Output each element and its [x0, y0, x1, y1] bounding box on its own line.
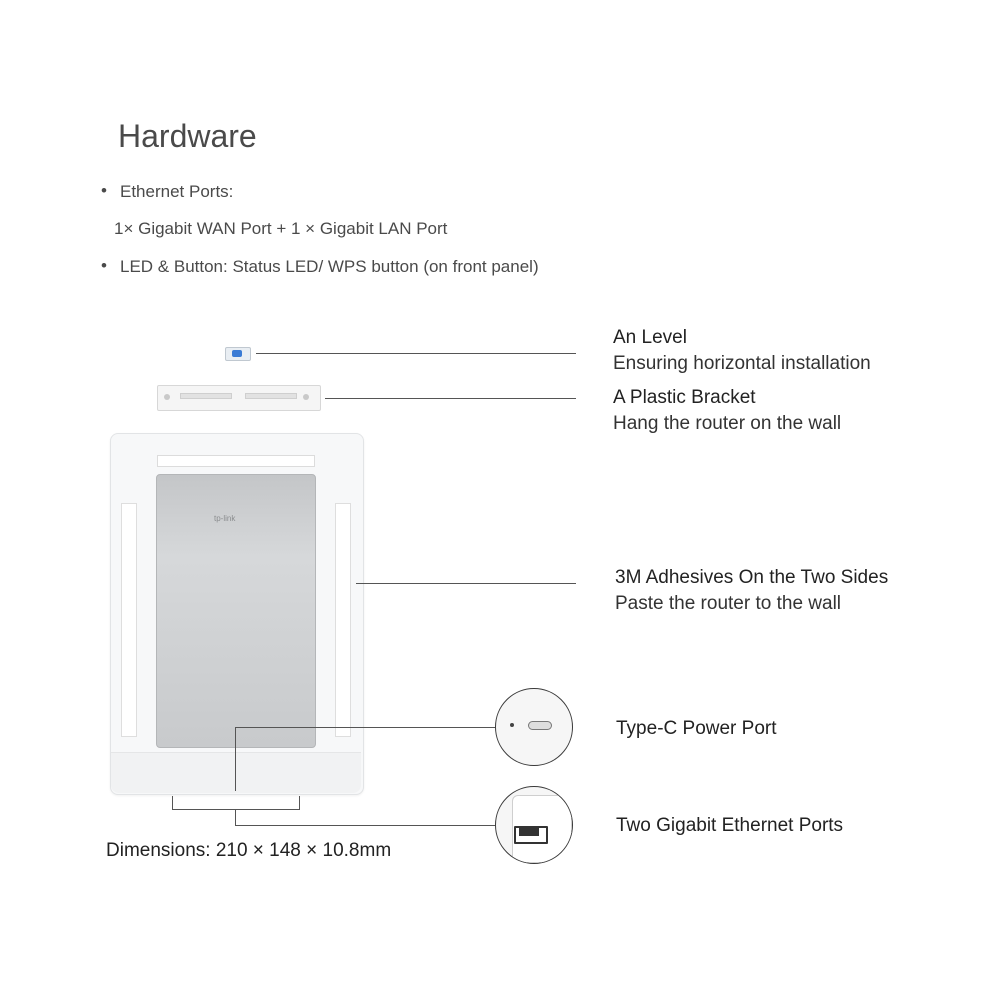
bracket-leader-line [325, 398, 576, 399]
typec-port-icon [528, 721, 552, 730]
page-title: Hardware [118, 118, 257, 154]
spec-ethernet-value: 1× Gigabit WAN Port + 1 × Gigabit LAN Port [114, 219, 448, 238]
bracket-screw-hole [164, 394, 170, 400]
ethernet-leader-line [235, 825, 495, 826]
typec-title: Type-C Power Port [616, 718, 777, 739]
bullet-ethernet: • [101, 181, 107, 200]
wall-plate-bottom [111, 752, 361, 793]
ports-bracket-right [299, 796, 300, 810]
typec-zoom-circle [495, 688, 573, 766]
status-led-dot [510, 723, 514, 727]
bracket-screw-hole [303, 394, 309, 400]
bracket-slot [180, 393, 232, 399]
bracket-title: A Plastic Bracket [613, 387, 756, 408]
bullet-led: • [101, 256, 107, 275]
ethernet-port-contacts [519, 828, 539, 836]
adhesive-strip-left [121, 503, 137, 737]
router-body [156, 474, 316, 748]
ports-bracket-bottom [172, 809, 300, 810]
level-leader-line [256, 353, 576, 354]
level-bubble [232, 350, 242, 357]
ethernet-zoom-circle [495, 786, 573, 864]
tp-link-logo: tp-link [214, 514, 236, 523]
level-title: An Level [613, 327, 687, 348]
bracket-subtitle: Hang the router on the wall [613, 413, 842, 434]
adhesives-subtitle: Paste the router to the wall [615, 593, 842, 614]
dimensions-text: Dimensions: 210 × 148 × 10.8mm [106, 840, 392, 861]
typec-leader-vertical [235, 727, 236, 791]
ports-bracket-left [172, 796, 173, 810]
spec-ethernet-label: Ethernet Ports: [120, 182, 234, 201]
adhesive-leader-line [356, 583, 576, 584]
bracket-slot [245, 393, 297, 399]
typec-leader-line [235, 727, 495, 728]
plate-top-slot [157, 455, 315, 467]
spec-led-button: LED & Button: Status LED/ WPS button (on front panel) [120, 257, 539, 276]
adhesives-title: 3M Adhesives On the Two Sides [615, 567, 889, 588]
level-subtitle: Ensuring horizontal installation [613, 353, 871, 374]
ethernet-title: Two Gigabit Ethernet Ports [616, 815, 844, 836]
ethernet-leader-vertical [235, 809, 236, 825]
adhesive-strip-right [335, 503, 351, 737]
